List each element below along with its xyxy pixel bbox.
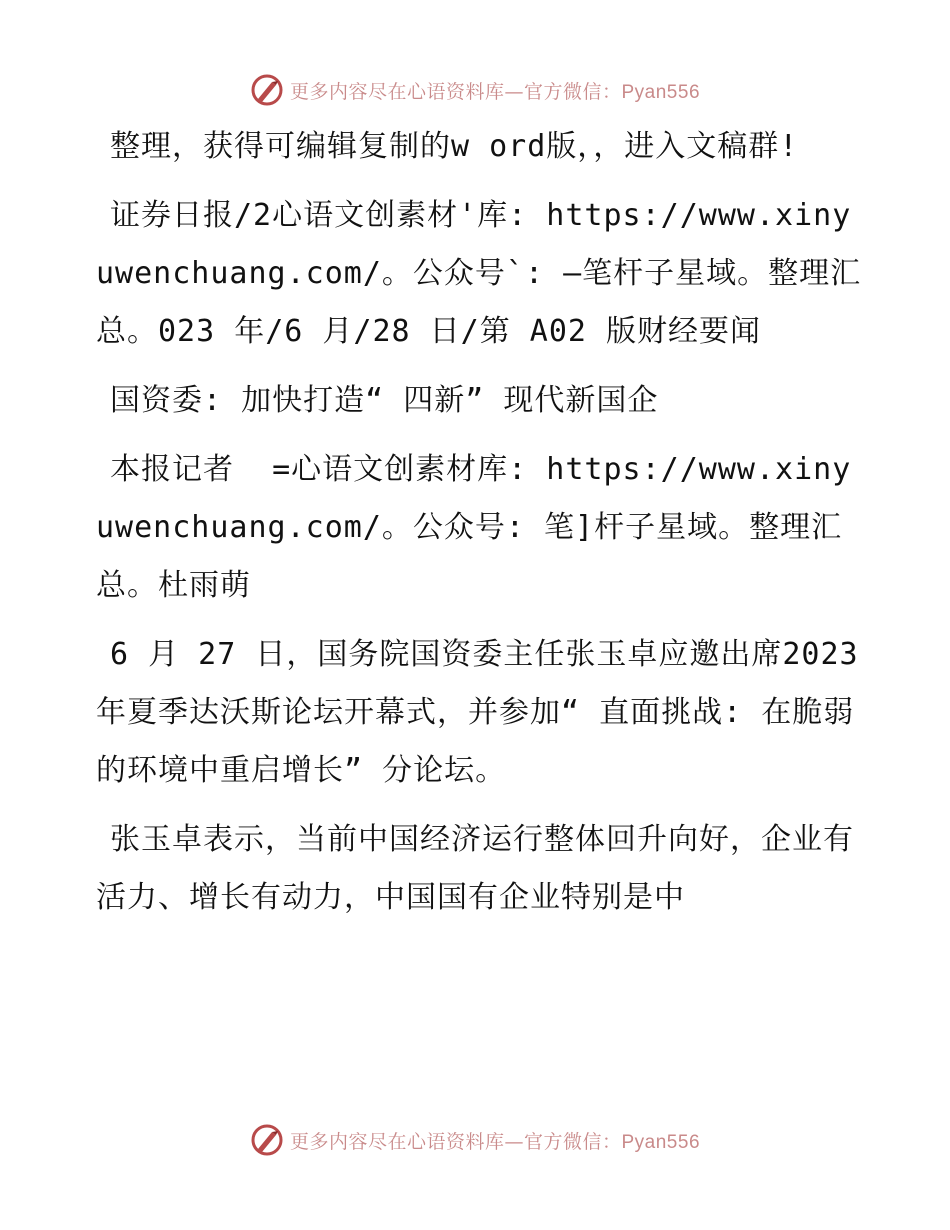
paragraph: 张玉卓表示，当前中国经济运行整体回升向好，企业有活力、增长有动力，中国国有企业特别是中 [96, 822, 854, 915]
paragraph: 本报记者 =心语文创素材库: https://www.xinyuwenchuang.com/。公众号: 笔]杆子星域。整理汇总。杜雨萌 [96, 452, 852, 603]
paragraph: 整理，获得可编辑复制的w ord版，，进入文稿群! [110, 129, 799, 164]
pen-circle-logo-icon [250, 1123, 284, 1157]
document-body [96, 118, 878, 938]
paragraph: 6 月 27 日，国务院国资委主任张玉卓应邀出席2023 年夏季达沃斯论坛开幕式，并参加“ 直面挑战: 在脆弱的环境中重启增长” 分论坛。 [96, 637, 878, 788]
banner-text: 更多内容尽在心语资料库—官方微信：Pyan556 [289, 80, 701, 103]
wechat-id: Pyan556 [621, 1131, 701, 1153]
header-banner [0, 70, 950, 110]
footer-banner [0, 1120, 950, 1160]
banner-text: 更多内容尽在心语资料库—官方微信：Pyan556 [289, 1130, 701, 1153]
paragraph: 国资委: 加快打造“ 四新” 现代新国企 [110, 383, 659, 418]
pen-circle-logo-icon [250, 73, 284, 107]
paragraph: 证券日报/2心语文创素材'库: https://www.xinyuwenchuang.com/。公众号`: —笔杆子星域。整理汇总。023 年/6 月/28 日/第 A02 版财经要闻 [96, 198, 862, 349]
wechat-id: Pyan556 [621, 81, 701, 103]
